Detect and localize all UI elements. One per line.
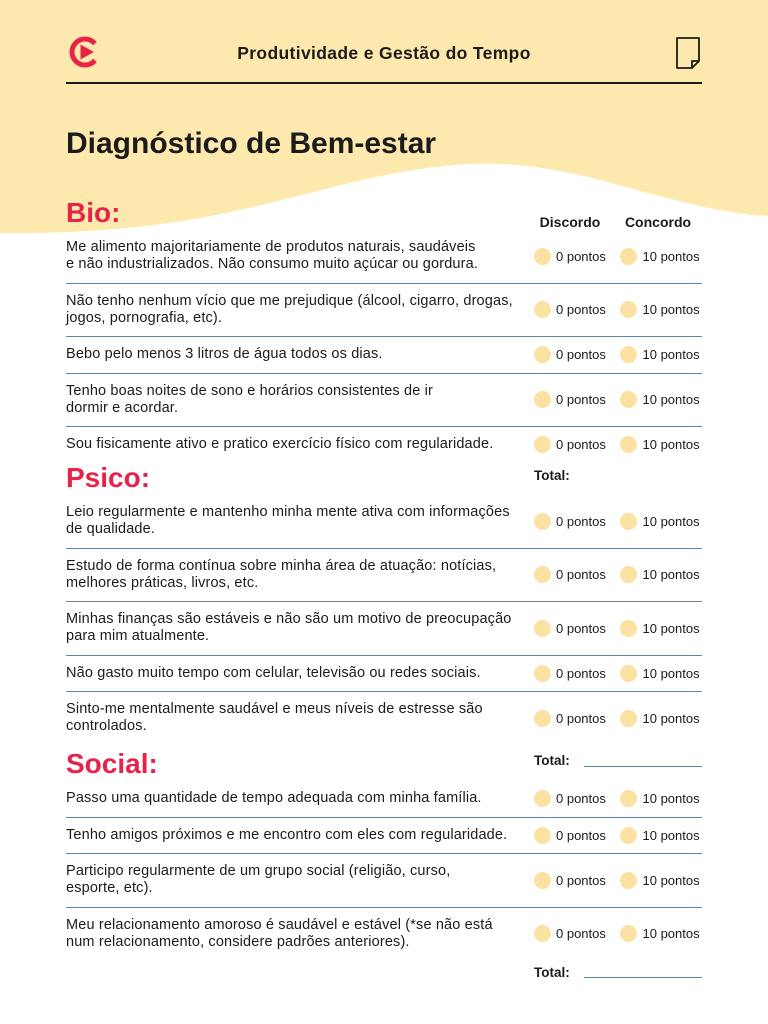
psico-heading: Psico: xyxy=(66,462,151,493)
agree-radio[interactable] xyxy=(620,827,637,844)
disagree-points-label: 0 pontos xyxy=(556,513,606,529)
disagree-radio[interactable] xyxy=(534,827,551,844)
statement-text xyxy=(66,239,534,273)
agree-points-label: 10 pontos xyxy=(642,513,700,529)
score-options xyxy=(534,566,700,583)
agree-points-label: 10 pontos xyxy=(642,567,700,582)
agree-option[interactable] xyxy=(620,436,700,453)
disagree-points-label: 0 pontos xyxy=(556,926,606,941)
statement-text xyxy=(66,346,534,363)
statement-line: Participo regularmente de um grupo social (religião, curso, xyxy=(66,863,451,879)
disagree-radio[interactable] xyxy=(534,436,551,453)
disagree-option[interactable] xyxy=(534,346,620,363)
agree-points-label: 10 pontos xyxy=(642,302,700,317)
section-social xyxy=(66,750,702,960)
disagree-points-label: 0 pontos xyxy=(556,567,606,582)
agree-radio[interactable] xyxy=(620,566,637,583)
disagree-option[interactable] xyxy=(534,790,620,807)
agree-radio[interactable] xyxy=(620,665,637,682)
section-psico xyxy=(66,464,702,745)
disagree-option[interactable] xyxy=(534,925,620,942)
disagree-option[interactable] xyxy=(534,248,620,265)
disagree-points-label: 0 pontos xyxy=(556,665,606,681)
disagree-radio[interactable] xyxy=(534,301,551,318)
disagree-points-label: 0 pontos xyxy=(556,872,606,888)
disagree-points-label: 0 pontos xyxy=(556,302,606,317)
agree-points-label: 10 pontos xyxy=(642,392,700,407)
bio-statement-list xyxy=(66,230,702,463)
agree-option[interactable] xyxy=(620,790,700,807)
statement-row xyxy=(66,549,702,603)
statement-line: dormir e acordar. xyxy=(66,399,179,416)
social-total-blank[interactable] xyxy=(584,977,702,978)
statement-line: Bebo pelo menos 3 litros de água todos os dias. xyxy=(66,346,383,362)
statement-text xyxy=(66,504,534,538)
bio-heading: Bio: xyxy=(66,197,121,228)
disagree-option[interactable] xyxy=(534,436,620,453)
score-options xyxy=(534,925,700,942)
social-statement-list xyxy=(66,781,702,960)
statement-row xyxy=(66,692,702,745)
statement-row xyxy=(66,908,702,961)
agree-option[interactable] xyxy=(620,925,700,942)
agree-radio[interactable] xyxy=(620,391,637,408)
agree-radio[interactable] xyxy=(620,346,637,363)
statement-text xyxy=(66,665,534,682)
agree-points-label: 10 pontos xyxy=(642,710,700,726)
statement-text xyxy=(66,383,534,417)
column-header-agree: Concordo xyxy=(624,214,692,230)
disagree-radio[interactable] xyxy=(534,566,551,583)
agree-radio[interactable] xyxy=(620,710,637,727)
agree-points-label: 10 pontos xyxy=(642,248,700,264)
statement-line: Minhas finanças são estáveis e não são um motivo de preocupação xyxy=(66,611,512,627)
disagree-option[interactable] xyxy=(534,513,620,530)
disagree-radio[interactable] xyxy=(534,620,551,637)
agree-option[interactable] xyxy=(620,248,700,265)
psico-total-blank[interactable] xyxy=(584,766,702,767)
statement-line: para mim atualmente. xyxy=(66,628,210,644)
agree-points-label: 10 pontos xyxy=(642,437,700,452)
agree-option[interactable] xyxy=(620,827,700,844)
score-options xyxy=(534,827,700,844)
disagree-radio[interactable] xyxy=(534,790,551,807)
disagree-option[interactable] xyxy=(534,827,620,844)
disagree-radio[interactable] xyxy=(534,710,551,727)
score-options xyxy=(534,872,700,889)
statement-row xyxy=(66,854,702,908)
disagree-points-label: 0 pontos xyxy=(556,620,606,636)
statement-line: melhores práticas, livros, etc. xyxy=(66,574,259,591)
statement-row xyxy=(66,781,702,818)
statement-line: e não industrializados. Não consumo muito açúcar ou gordura. xyxy=(66,256,479,272)
statement-line: esporte, etc). xyxy=(66,880,153,896)
agree-radio[interactable] xyxy=(620,436,637,453)
statement-text xyxy=(66,611,534,645)
statement-row xyxy=(66,337,702,374)
disagree-option[interactable] xyxy=(534,301,620,318)
statement-line: Estudo de forma contínua sobre minha área de atuação: notícias, xyxy=(66,557,497,574)
statement-line: de qualidade. xyxy=(66,521,156,537)
score-options xyxy=(534,436,700,453)
agree-radio[interactable] xyxy=(620,301,637,318)
bio-total-label: Total: xyxy=(534,468,570,483)
statement-row xyxy=(66,818,702,855)
disagree-option[interactable] xyxy=(534,710,620,727)
statement-row xyxy=(66,374,702,428)
statement-text xyxy=(66,436,534,453)
disagree-option[interactable] xyxy=(534,665,620,682)
disagree-points-label: 0 pontos xyxy=(556,710,606,726)
agree-radio[interactable] xyxy=(620,620,637,637)
statement-text xyxy=(66,917,534,951)
statement-row xyxy=(66,602,702,656)
statement-line: Meu relacionamento amoroso é saudável e estável (*se não está xyxy=(66,916,493,933)
agree-option[interactable] xyxy=(620,513,700,530)
psico-total-label: Total: xyxy=(534,753,570,768)
disagree-option[interactable] xyxy=(534,566,620,583)
agree-option[interactable] xyxy=(620,566,700,583)
agree-radio[interactable] xyxy=(620,925,637,942)
disagree-points-label: 0 pontos xyxy=(556,437,606,452)
disagree-radio[interactable] xyxy=(534,513,551,530)
statement-row xyxy=(66,495,702,549)
column-header-disagree: Discordo xyxy=(539,214,601,230)
psico-statement-list xyxy=(66,495,702,745)
agree-points-label: 10 pontos xyxy=(642,872,700,888)
disagree-radio[interactable] xyxy=(534,665,551,682)
statement-row xyxy=(66,230,702,284)
agree-radio[interactable] xyxy=(620,872,637,889)
score-options xyxy=(534,513,700,530)
statement-line: num relacionamento, considere padrões anteriores). xyxy=(66,933,410,950)
disagree-radio[interactable] xyxy=(534,248,551,265)
agree-points-label: 10 pontos xyxy=(642,827,700,843)
statement-text xyxy=(66,293,534,327)
agree-option[interactable] xyxy=(620,346,700,363)
statement-text xyxy=(66,790,534,807)
score-options xyxy=(534,391,700,408)
agree-option[interactable] xyxy=(620,665,700,682)
agree-radio[interactable] xyxy=(620,248,637,265)
statement-text xyxy=(66,863,534,897)
score-options xyxy=(534,710,700,727)
disagree-points-label: 0 pontos xyxy=(556,248,606,264)
disagree-points-label: 0 pontos xyxy=(556,392,606,407)
score-options xyxy=(534,248,700,265)
disagree-option[interactable] xyxy=(534,391,620,408)
agree-radio[interactable] xyxy=(620,513,637,530)
disagree-option[interactable] xyxy=(534,872,620,889)
statement-line: Tenho amigos próximos e me encontro com eles com regularidade. xyxy=(66,826,508,843)
statement-text xyxy=(66,701,534,735)
agree-option[interactable] xyxy=(620,620,700,637)
statement-row xyxy=(66,427,702,463)
score-options xyxy=(534,665,700,682)
statement-line: jogos, pornografia, etc). xyxy=(66,309,223,326)
statement-line: Não gasto muito tempo com celular, televisão ou redes sociais. xyxy=(66,664,481,681)
statement-line: Tenho boas noites de sono e horários consistentes de ir xyxy=(66,382,433,399)
statement-line: Sinto-me mentalmente saudável e meus níveis de estresse são xyxy=(66,701,483,717)
score-options xyxy=(534,620,700,637)
disagree-points-label: 0 pontos xyxy=(556,347,606,362)
section-bio xyxy=(66,199,702,463)
page-title: Diagnóstico de Bem-estar xyxy=(66,127,437,160)
disagree-radio[interactable] xyxy=(534,925,551,942)
agree-points-label: 10 pontos xyxy=(642,665,700,681)
disagree-points-label: 0 pontos xyxy=(556,791,606,806)
disagree-radio[interactable] xyxy=(534,391,551,408)
agree-points-label: 10 pontos xyxy=(642,620,700,636)
header-title: Produtividade e Gestão do Tempo xyxy=(237,43,531,63)
statement-line: Sou fisicamente ativo e pratico exercício físico com regularidade. xyxy=(66,436,494,452)
social-total-label: Total: xyxy=(534,965,570,980)
agree-option[interactable] xyxy=(620,872,700,889)
score-options xyxy=(534,301,700,318)
agree-radio[interactable] xyxy=(620,790,637,807)
statement-row xyxy=(66,656,702,693)
agree-option[interactable] xyxy=(620,301,700,318)
disagree-points-label: 0 pontos xyxy=(556,827,606,843)
social-heading: Social: xyxy=(66,748,158,779)
agree-points-label: 10 pontos xyxy=(642,791,700,806)
agree-option[interactable] xyxy=(620,710,700,727)
statement-row xyxy=(66,284,702,338)
agree-points-label: 10 pontos xyxy=(642,347,700,362)
statement-line: controlados. xyxy=(66,718,147,734)
score-options xyxy=(534,346,700,363)
statement-text xyxy=(66,827,534,844)
disagree-radio[interactable] xyxy=(534,872,551,889)
statement-line: Não tenho nenhum vício que me prejudique (álcool, cigarro, drogas, xyxy=(66,292,513,309)
statement-line: Me alimento majoritariamente de produtos naturais, saudáveis xyxy=(66,239,476,255)
agree-points-label: 10 pontos xyxy=(642,926,700,941)
disagree-option[interactable] xyxy=(534,620,620,637)
statement-line: Leio regularmente e mantenho minha mente ativa com informações xyxy=(66,504,510,520)
statement-line: Passo uma quantidade de tempo adequada com minha família. xyxy=(66,790,482,806)
disagree-radio[interactable] xyxy=(534,346,551,363)
score-options xyxy=(534,790,700,807)
agree-option[interactable] xyxy=(620,391,700,408)
statement-text xyxy=(66,558,534,592)
